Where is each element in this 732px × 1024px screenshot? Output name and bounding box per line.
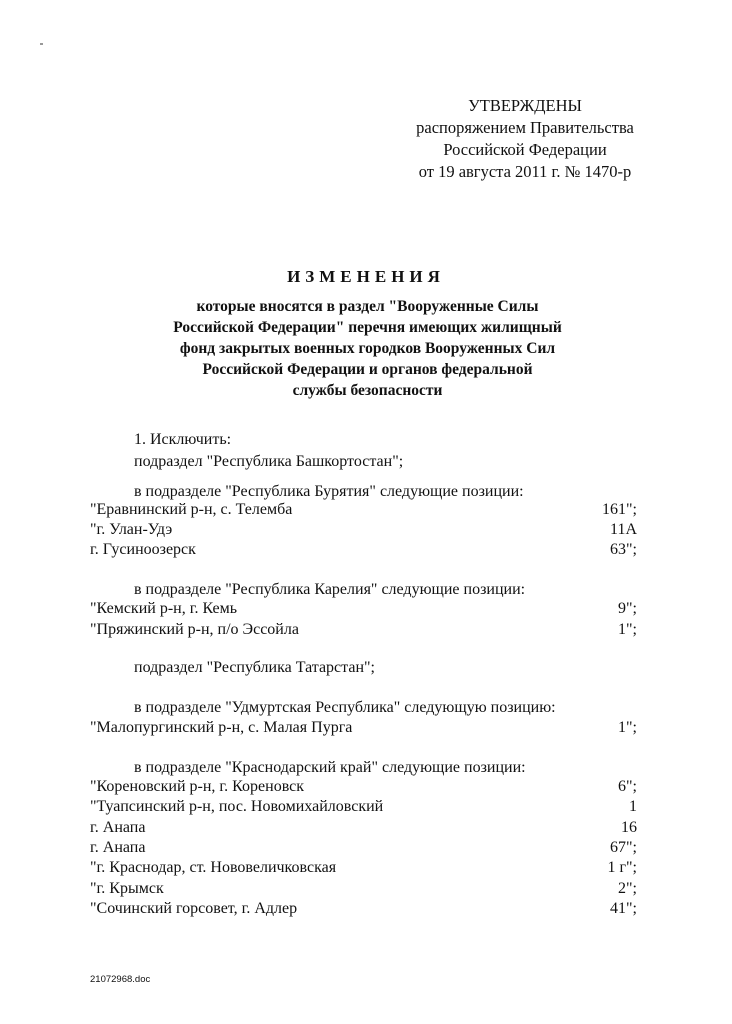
list-item-number: 2"; — [618, 880, 637, 897]
paragraph: в подразделе "Удмуртская Республика" следующую позицию: — [134, 699, 556, 716]
list-item-number: 6"; — [618, 778, 637, 795]
list-item-number: 16 — [621, 819, 637, 836]
list-item — [90, 838, 637, 858]
list-item-name: "Еравнинский р-н, с. Телемба — [90, 501, 293, 518]
list-item-name: "г. Краснодар, ст. Нововеличковская — [90, 859, 337, 876]
list-item-name: г. Анапа — [90, 839, 146, 856]
list-item-name: "Туапсинский р-н, пос. Новомихайловский — [90, 798, 384, 815]
list-item-name: "Малопургинский р-н, с. Малая Пурга — [90, 719, 353, 736]
list-item-name: "Пряжинский р-н, п/о Эссойла — [90, 621, 299, 638]
paragraph: подраздел "Республика Башкортостан"; — [134, 453, 404, 470]
list-item — [90, 620, 637, 640]
list-item — [90, 718, 637, 738]
subtitle-line: фонд закрытых военных городков Вооруженных Сил — [179, 340, 556, 357]
paragraph: в подразделе "Республика Бурятия" следующие позиции: — [134, 483, 524, 500]
list-item-number: 11А — [610, 521, 637, 538]
list-item-number: 9"; — [618, 600, 637, 617]
approval-line: распоряжением Правительства — [416, 118, 634, 137]
list-item-name: г. Гусиноозерск — [90, 541, 196, 558]
approval-line: Российской Федерации — [443, 140, 607, 159]
list-item — [90, 520, 637, 540]
list-item-number: 67"; — [610, 839, 637, 856]
list-item-name: "г. Улан-Удэ — [90, 521, 173, 538]
subtitle-line: Российской Федерации" перечня имеющих жилищный — [173, 319, 562, 336]
list-item-name: "Кореновский р-н, г. Кореновск — [90, 778, 305, 795]
list-item — [90, 540, 637, 560]
scan-speck — [40, 43, 43, 45]
document-subtitle — [130, 296, 605, 401]
list-item-name: г. Анапа — [90, 819, 146, 836]
list-item — [90, 818, 637, 838]
approval-block — [395, 95, 655, 183]
subtitle-line: службы безопасности — [292, 382, 443, 399]
approval-line: УТВЕРЖДЕНЫ — [468, 96, 582, 115]
item-heading: 1. Исключить: — [134, 431, 232, 448]
list-item-number: 1"; — [618, 719, 637, 736]
list-item-number: 1"; — [618, 621, 637, 638]
list-item-name: "Сочинский горсовет, г. Адлер — [90, 900, 298, 917]
list-item — [90, 500, 637, 520]
list-item — [90, 777, 637, 797]
paragraph: в подразделе "Краснодарский край" следующие позиции: — [134, 759, 526, 776]
list-item-name: "Кемский р-н, г. Кемь — [90, 600, 238, 617]
list-item-number: 1 — [629, 798, 637, 815]
list-item-number: 161"; — [602, 501, 637, 518]
file-name-footer: 21072968.doc — [90, 974, 151, 985]
paragraph: в подразделе "Республика Карелия" следующие позиции: — [134, 581, 526, 598]
list-item — [90, 599, 637, 619]
list-item — [90, 858, 637, 878]
document-title: ИЗМЕНЕНИЯ — [287, 267, 445, 286]
approval-line: от 19 августа 2011 г. № 1470-р — [418, 162, 632, 181]
paragraph: подраздел "Республика Татарстан"; — [134, 659, 375, 676]
list-item — [90, 879, 637, 899]
list-item-number: 63"; — [610, 541, 637, 558]
list-item-name: "г. Крымск — [90, 880, 164, 897]
list-item — [90, 797, 637, 817]
subtitle-line: которые вносятся в раздел "Вооруженные Силы — [196, 298, 539, 315]
list-item-number: 1 г"; — [607, 859, 637, 876]
subtitle-line: Российской Федерации и органов федеральной — [202, 361, 533, 378]
list-item — [90, 899, 637, 919]
list-item-number: 41"; — [610, 900, 637, 917]
